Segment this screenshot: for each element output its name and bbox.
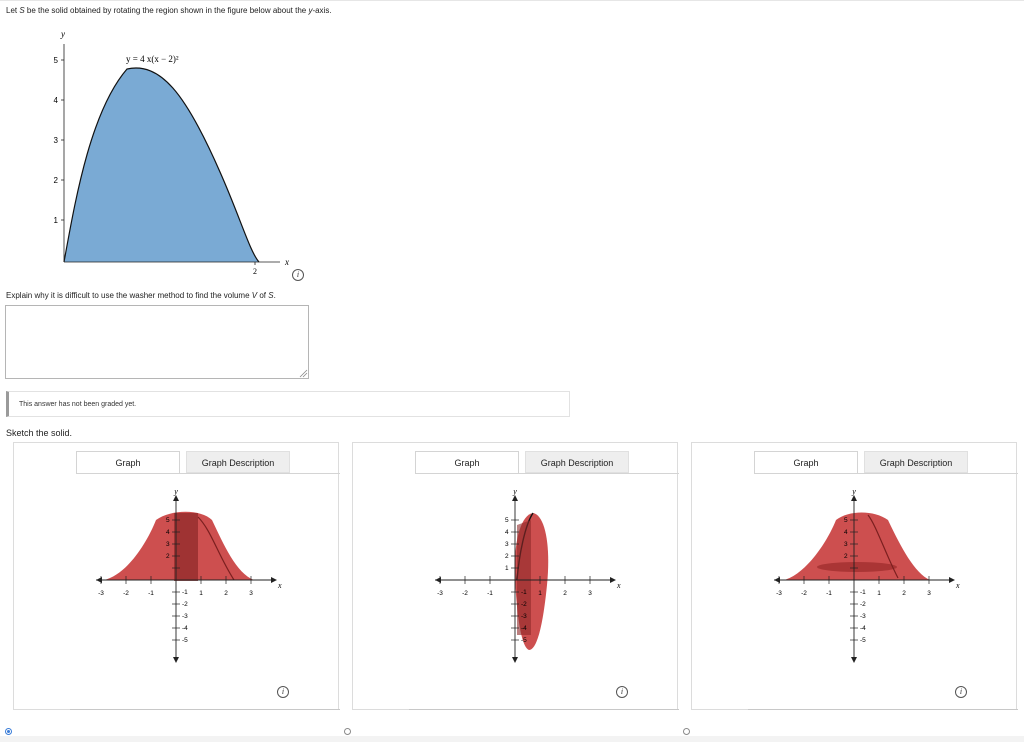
tab-graph[interactable]: Graph <box>415 451 519 473</box>
solid-graph-3 <box>764 485 964 665</box>
y-tick-label: -2 <box>521 601 527 608</box>
region-y-label: y <box>61 29 65 39</box>
y-tick-label: 5 <box>505 517 509 524</box>
y-tick-label: -5 <box>860 637 866 644</box>
region-y-tick: 1 <box>53 216 58 225</box>
x-tick-label: -1 <box>148 590 154 597</box>
explain-prefix: Explain why it is difficult to use the washer method to find the volume <box>6 291 252 300</box>
graph-y-label: y <box>513 487 517 496</box>
y-tick-label: 3 <box>505 541 509 548</box>
y-tick-label: 2 <box>505 553 509 560</box>
x-axis-arrow-icon <box>271 577 277 583</box>
x-tick-label: 1 <box>877 590 881 597</box>
region-fill <box>64 68 259 262</box>
graph-tabs <box>754 451 969 473</box>
question-text <box>6 6 332 15</box>
card-divider <box>70 709 340 710</box>
region-graph <box>30 22 300 276</box>
solid-graph-1 <box>86 485 286 665</box>
info-icon[interactable]: i <box>616 686 628 698</box>
x-tick-label: 3 <box>249 590 253 597</box>
y-tick-label: -4 <box>521 625 527 632</box>
top-divider <box>0 0 1024 1</box>
explain-var-v: V <box>251 291 258 300</box>
graph-x-label: x <box>617 581 621 590</box>
y-tick-label: -4 <box>182 625 188 632</box>
y-axis-arrow-icon <box>851 657 857 663</box>
y-tick-label: 3 <box>166 541 170 548</box>
card-divider <box>409 709 679 710</box>
bottom-strip <box>0 736 1024 742</box>
y-axis-arrow-icon <box>512 657 518 663</box>
sketch-prompt: Sketch the solid. <box>6 428 73 438</box>
y-tick-label: 4 <box>166 529 170 536</box>
y-tick-label: -5 <box>521 637 527 644</box>
option-radio-2[interactable] <box>344 728 351 735</box>
tab-graph[interactable]: Graph <box>754 451 858 473</box>
x-axis-arrow-icon <box>949 577 955 583</box>
y-axis-arrow-icon <box>173 657 179 663</box>
question-middle: be the solid obtained by rotating the region shown in the figure below about the <box>24 6 309 15</box>
option-card-1[interactable] <box>13 442 339 710</box>
y-tick-label: 5 <box>844 517 848 524</box>
x-tick-label: 1 <box>199 590 203 597</box>
question-suffix: -axis. <box>312 6 332 15</box>
region-x-tick: 2 <box>253 267 257 276</box>
option-card-3[interactable] <box>691 442 1017 710</box>
question-var-s: S <box>19 6 25 15</box>
y-tick-label: -2 <box>860 601 866 608</box>
graph-y-label: y <box>852 487 856 496</box>
tab-underline <box>76 473 340 474</box>
x-tick-label: -2 <box>801 590 807 597</box>
option-radio-3[interactable] <box>683 728 690 735</box>
y-tick-label: -1 <box>860 589 866 596</box>
graph-y-label: y <box>174 487 178 496</box>
x-tick-label: -1 <box>487 590 493 597</box>
option-card-2[interactable] <box>352 442 678 710</box>
region-y-tick: 5 <box>53 56 58 65</box>
y-tick-label: 1 <box>505 565 509 572</box>
x-tick-label: -1 <box>826 590 832 597</box>
curve-label: y = 4 x(x − 2)² <box>126 54 179 64</box>
tab-graph-description[interactable]: Graph Description <box>864 451 968 473</box>
region-y-tick: 4 <box>53 96 58 105</box>
y-tick-label: 2 <box>844 553 848 560</box>
y-tick-label: -1 <box>521 589 527 596</box>
graph-x-label: x <box>956 581 960 590</box>
y-tick-label: -3 <box>182 613 188 620</box>
x-tick-label: 1 <box>538 590 542 597</box>
x-axis-arrow-icon <box>610 577 616 583</box>
y-tick-label: -2 <box>182 601 188 608</box>
graph-tabs <box>76 451 291 473</box>
region-y-tick: 2 <box>53 176 58 185</box>
card-divider <box>748 709 1018 710</box>
info-icon[interactable]: i <box>955 686 967 698</box>
y-tick-label: -5 <box>182 637 188 644</box>
solid-inner-core <box>174 513 198 581</box>
y-tick-label: -3 <box>860 613 866 620</box>
y-tick-label: 3 <box>844 541 848 548</box>
answer-textarea[interactable] <box>5 305 309 379</box>
y-tick-label: -4 <box>860 625 866 632</box>
solid-base-ellipse <box>817 562 897 572</box>
y-tick-label: 2 <box>166 553 170 560</box>
x-tick-label: 2 <box>902 590 906 597</box>
x-tick-label: 3 <box>927 590 931 597</box>
region-x-label: x <box>285 257 289 267</box>
graph-x-label: x <box>278 581 282 590</box>
x-tick-label: -2 <box>462 590 468 597</box>
y-tick-label: -1 <box>182 589 188 596</box>
resize-handle-icon[interactable] <box>299 369 308 378</box>
y-tick-label: -3 <box>521 613 527 620</box>
option-radio-1[interactable] <box>5 728 12 735</box>
explain-question <box>6 291 276 300</box>
y-tick-label: 4 <box>844 529 848 536</box>
y-tick-label: 4 <box>505 529 509 536</box>
question-axis-var: y <box>308 6 313 15</box>
solid-graph-2 <box>425 485 625 665</box>
tab-underline <box>415 473 679 474</box>
x-tick-label: 3 <box>588 590 592 597</box>
info-icon[interactable]: i <box>277 686 289 698</box>
explain-var-s: S <box>268 291 274 300</box>
x-tick-label: 2 <box>563 590 567 597</box>
tab-graph-description[interactable]: Graph Description <box>186 451 290 473</box>
tab-underline <box>754 473 1018 474</box>
y-tick-label: 5 <box>166 517 170 524</box>
x-tick-label: -3 <box>98 590 104 597</box>
x-tick-label: 2 <box>224 590 228 597</box>
x-tick-label: -3 <box>776 590 782 597</box>
x-tick-label: -2 <box>123 590 129 597</box>
question-prefix: Let <box>6 6 20 15</box>
x-tick-label: -3 <box>437 590 443 597</box>
explain-suffix: . <box>273 291 276 300</box>
graph-tabs <box>415 451 630 473</box>
grade-status: This answer has not been graded yet. <box>6 391 570 417</box>
tab-graph-description[interactable]: Graph Description <box>525 451 629 473</box>
info-icon[interactable]: i <box>292 269 304 281</box>
region-y-tick: 3 <box>53 136 58 145</box>
explain-middle: of <box>257 291 269 300</box>
tab-graph[interactable]: Graph <box>76 451 180 473</box>
